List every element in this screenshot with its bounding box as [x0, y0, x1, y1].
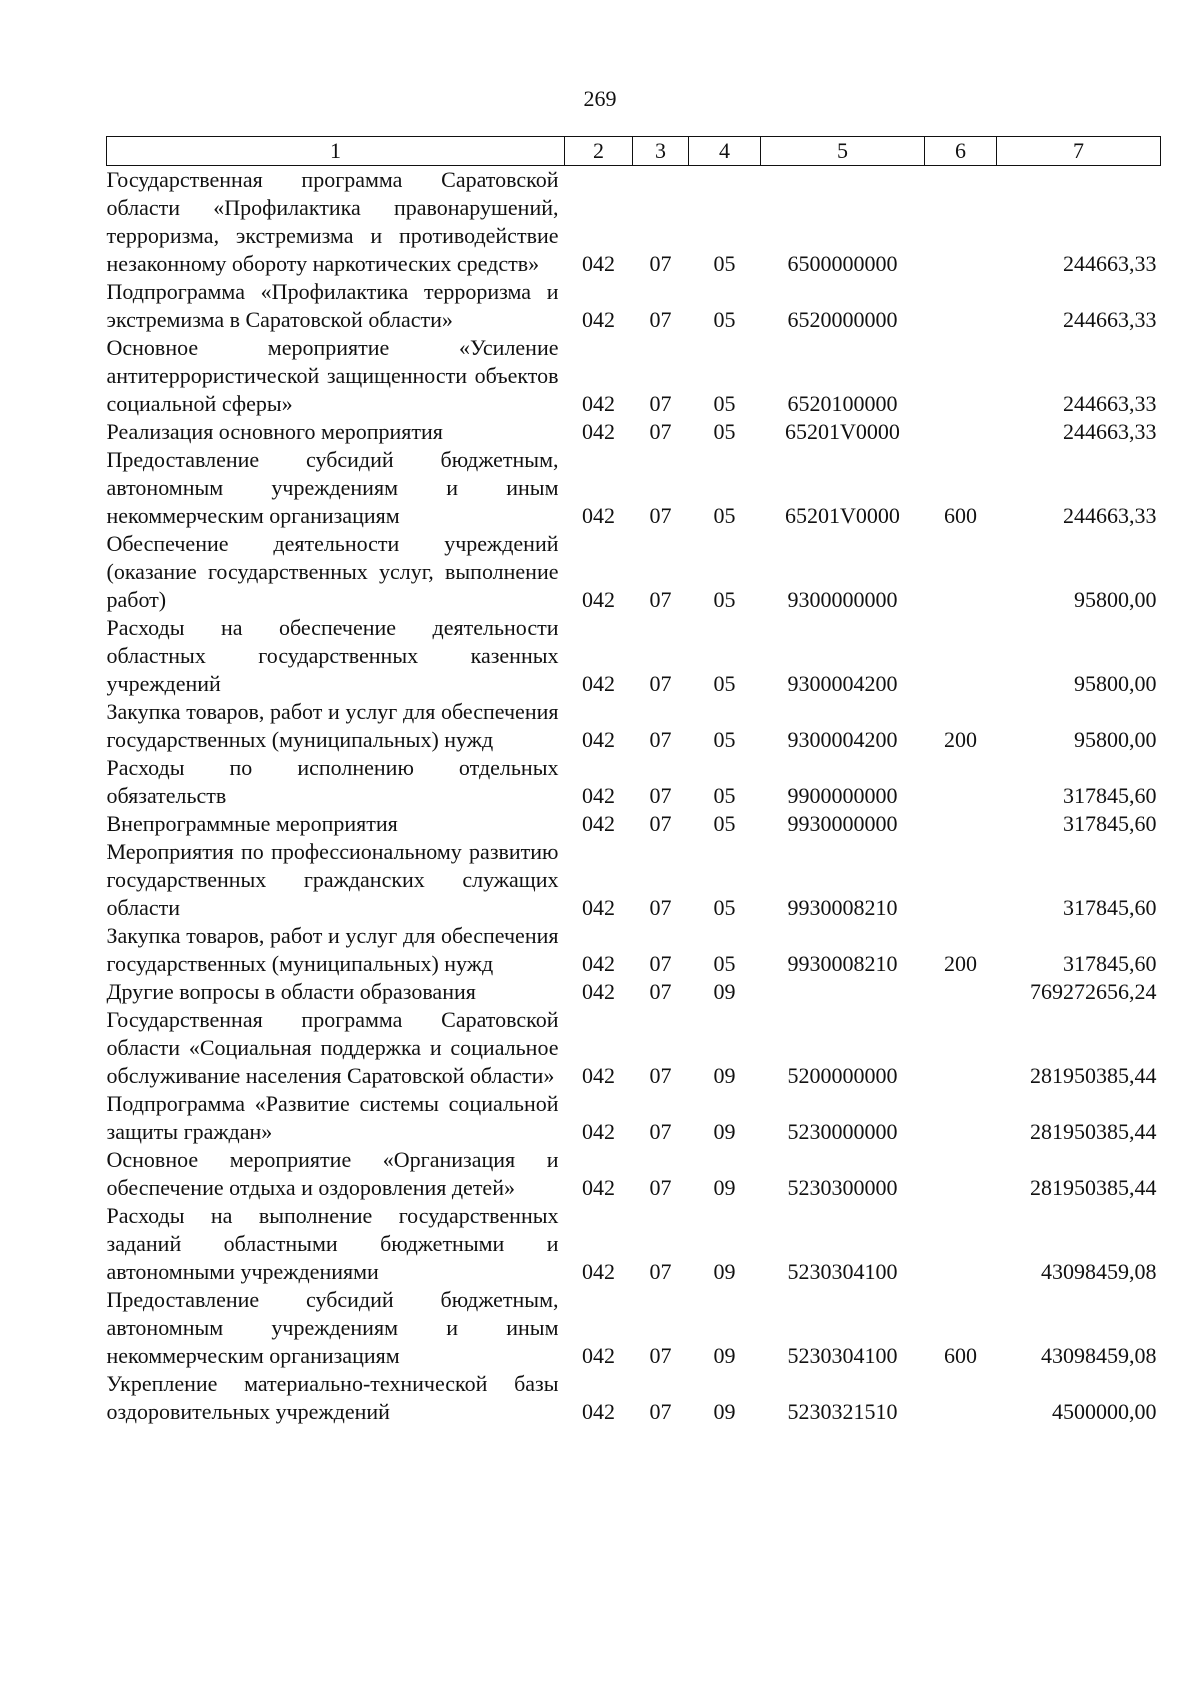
target-article-code: 9300004200	[787, 727, 898, 752]
table-row	[107, 166, 1161, 279]
amount: 95800,00	[1074, 671, 1157, 696]
table-row	[107, 1090, 1161, 1146]
section-code: 07	[649, 251, 672, 276]
table-row	[107, 1006, 1161, 1090]
subsection-code: 05	[713, 503, 736, 528]
expense-type-code: 200	[944, 951, 977, 976]
target-article-code: 5200000000	[787, 1063, 898, 1088]
department-code: 042	[582, 783, 615, 808]
section-code: 07	[649, 587, 672, 612]
column-header: 1	[107, 137, 565, 166]
department-code: 042	[582, 251, 615, 276]
section-code: 07	[649, 671, 672, 696]
subsection-code: 05	[713, 951, 736, 976]
amount: 244663,33	[1063, 251, 1157, 276]
department-code: 042	[582, 727, 615, 752]
column-header: 2	[565, 137, 633, 166]
target-article-code: 65201V0000	[785, 503, 900, 528]
section-code: 07	[649, 1119, 672, 1144]
expense-name: Государственная программа Саратовской области «Профилактика правонарушений, терроризма, экстремизма и противодействие незаконному обороту наркотических средств»	[106, 167, 559, 276]
section-code: 07	[649, 1259, 672, 1284]
column-header: 7	[997, 137, 1161, 166]
expense-name: Основное мероприятие «Организация и обеспечение отдыха и оздоровления детей»	[106, 1147, 559, 1200]
target-article-code: 5230321510	[787, 1399, 898, 1424]
target-article-code: 5230000000	[787, 1119, 898, 1144]
subsection-code: 05	[713, 307, 736, 332]
department-code: 042	[582, 1175, 615, 1200]
amount: 244663,33	[1063, 391, 1157, 416]
department-code: 042	[582, 979, 615, 1004]
amount: 95800,00	[1074, 587, 1157, 612]
expense-name: Другие вопросы в области образования	[106, 979, 476, 1004]
column-header: 5	[761, 137, 925, 166]
table-row	[107, 978, 1161, 1006]
table-row	[107, 838, 1161, 922]
table-row	[107, 754, 1161, 810]
table-row	[107, 1286, 1161, 1370]
expense-name: Закупка товаров, работ и услуг для обеспечения государственных (муниципальных) нужд	[106, 699, 559, 752]
section-code: 07	[649, 951, 672, 976]
amount: 244663,33	[1063, 307, 1157, 332]
subsection-code: 09	[713, 1119, 736, 1144]
subsection-code: 05	[713, 391, 736, 416]
expense-type-code	[925, 754, 997, 810]
target-article-code: 9930008210	[787, 951, 898, 976]
table-row	[107, 418, 1161, 446]
subsection-code: 09	[713, 1343, 736, 1368]
section-code: 07	[649, 503, 672, 528]
expense-type-code	[925, 530, 997, 614]
expense-type-code	[925, 614, 997, 698]
expense-type-code	[925, 1370, 997, 1426]
amount: 43098459,08	[1041, 1343, 1157, 1368]
section-code: 07	[649, 895, 672, 920]
table-header-row	[107, 137, 1161, 166]
amount: 95800,00	[1074, 727, 1157, 752]
subsection-code: 09	[713, 1259, 736, 1284]
expense-name: Обеспечение деятельности учреждений (оказание государственных услуг, выполнение работ)	[106, 531, 559, 612]
target-article-code: 9930008210	[787, 895, 898, 920]
expense-type-code	[925, 278, 997, 334]
expense-type-code	[925, 810, 997, 838]
amount: 244663,33	[1063, 503, 1157, 528]
section-code: 07	[649, 1343, 672, 1368]
expense-type-code	[925, 978, 997, 1006]
expense-name: Реализация основного мероприятия	[106, 419, 443, 444]
department-code: 042	[582, 811, 615, 836]
expense-type-code	[925, 1202, 997, 1286]
amount: 317845,60	[1063, 811, 1157, 836]
table-row	[107, 278, 1161, 334]
expense-name: Укрепление материально-технической базы оздоровительных учреждений	[106, 1371, 559, 1424]
table-row	[107, 1370, 1161, 1426]
amount: 281950385,44	[1030, 1175, 1157, 1200]
table-row	[107, 1146, 1161, 1202]
amount: 244663,33	[1063, 419, 1157, 444]
expense-type-code: 600	[944, 503, 977, 528]
table-body	[107, 166, 1161, 1427]
subsection-code: 09	[713, 979, 736, 1004]
target-article-code: 9300000000	[787, 587, 898, 612]
target-article-code: 9300004200	[787, 671, 898, 696]
subsection-code: 05	[713, 783, 736, 808]
target-article-code: 9930000000	[787, 811, 898, 836]
section-code: 07	[649, 1175, 672, 1200]
expense-name: Предоставление субсидий бюджетным, автономным учреждениям и иным некоммерческим организациям	[106, 1287, 559, 1368]
table-row	[107, 334, 1161, 418]
expense-type-code: 200	[944, 727, 977, 752]
target-article-code: 5230300000	[787, 1175, 898, 1200]
subsection-code: 05	[713, 671, 736, 696]
subsection-code: 05	[713, 811, 736, 836]
target-article-code	[761, 978, 925, 1006]
section-code: 07	[649, 727, 672, 752]
subsection-code: 05	[713, 895, 736, 920]
expense-name: Внепрограммные мероприятия	[106, 811, 398, 836]
expense-name: Подпрограмма «Развитие системы социальной защиты граждан»	[106, 1091, 559, 1144]
expense-type-code	[925, 334, 997, 418]
section-code: 07	[649, 811, 672, 836]
expense-name: Расходы на обеспечение деятельности областных государственных казенных учреждений	[106, 615, 559, 696]
column-header: 4	[689, 137, 761, 166]
subsection-code: 05	[713, 419, 736, 444]
expense-name: Государственная программа Саратовской области «Социальная поддержка и социальное обслуживание населения Саратовской области»	[106, 1007, 559, 1088]
table-row	[107, 446, 1161, 530]
table-row	[107, 530, 1161, 614]
department-code: 042	[582, 1119, 615, 1144]
section-code: 07	[649, 391, 672, 416]
expense-name: Расходы на выполнение государственных заданий областными бюджетными и автономными учреждениями	[106, 1203, 559, 1284]
amount: 769272656,24	[1030, 979, 1157, 1004]
department-code: 042	[582, 587, 615, 612]
target-article-code: 9900000000	[787, 783, 898, 808]
section-code: 07	[649, 419, 672, 444]
subsection-code: 05	[713, 587, 736, 612]
table-row	[107, 1202, 1161, 1286]
target-article-code: 5230304100	[787, 1259, 898, 1284]
department-code: 042	[582, 391, 615, 416]
page-number: 269	[583, 86, 617, 111]
expense-type-code: 600	[944, 1343, 977, 1368]
amount: 4500000,00	[1052, 1399, 1157, 1424]
expense-name: Предоставление субсидий бюджетным, автономным учреждениям и иным некоммерческим организациям	[106, 447, 559, 528]
expense-type-code	[925, 1146, 997, 1202]
amount: 317845,60	[1063, 783, 1157, 808]
section-code: 07	[649, 307, 672, 332]
expense-type-code	[925, 838, 997, 922]
amount: 317845,60	[1063, 951, 1157, 976]
section-code: 07	[649, 979, 672, 1004]
target-article-code: 5230304100	[787, 1343, 898, 1368]
subsection-code: 09	[713, 1175, 736, 1200]
expense-type-code	[925, 166, 997, 279]
department-code: 042	[582, 671, 615, 696]
amount: 317845,60	[1063, 895, 1157, 920]
subsection-code: 09	[713, 1399, 736, 1424]
target-article-code: 6520100000	[787, 391, 898, 416]
expense-name: Подпрограмма «Профилактика терроризма и экстремизма в Саратовской области»	[106, 279, 559, 332]
amount: 43098459,08	[1041, 1259, 1157, 1284]
amount: 281950385,44	[1030, 1119, 1157, 1144]
table-row	[107, 698, 1161, 754]
expense-name: Мероприятия по профессиональному развитию государственных гражданских служащих области	[106, 839, 559, 920]
section-code: 07	[649, 1399, 672, 1424]
target-article-code: 6520000000	[787, 307, 898, 332]
target-article-code: 65201V0000	[785, 419, 900, 444]
expense-name: Закупка товаров, работ и услуг для обеспечения государственных (муниципальных) нужд	[106, 923, 559, 976]
amount: 281950385,44	[1030, 1063, 1157, 1088]
department-code: 042	[582, 1259, 615, 1284]
department-code: 042	[582, 503, 615, 528]
department-code: 042	[582, 951, 615, 976]
target-article-code: 6500000000	[787, 251, 898, 276]
subsection-code: 05	[713, 251, 736, 276]
column-header: 6	[925, 137, 997, 166]
column-header: 3	[633, 137, 689, 166]
table-row	[107, 922, 1161, 978]
subsection-code: 05	[713, 727, 736, 752]
expense-type-code	[925, 418, 997, 446]
department-code: 042	[582, 1063, 615, 1088]
section-code: 07	[649, 1063, 672, 1088]
expense-name: Расходы по исполнению отдельных обязательств	[106, 755, 559, 808]
table-row	[107, 614, 1161, 698]
expense-type-code	[925, 1090, 997, 1146]
expense-name: Основное мероприятие «Усиление антитеррористической защищенности объектов социальной сферы»	[106, 335, 559, 416]
section-code: 07	[649, 783, 672, 808]
table-row	[107, 810, 1161, 838]
expense-type-code	[925, 1006, 997, 1090]
department-code: 042	[582, 419, 615, 444]
department-code: 042	[582, 895, 615, 920]
department-code: 042	[582, 1343, 615, 1368]
department-code: 042	[582, 307, 615, 332]
department-code: 042	[582, 1399, 615, 1424]
subsection-code: 09	[713, 1063, 736, 1088]
budget-table	[106, 136, 1161, 1426]
